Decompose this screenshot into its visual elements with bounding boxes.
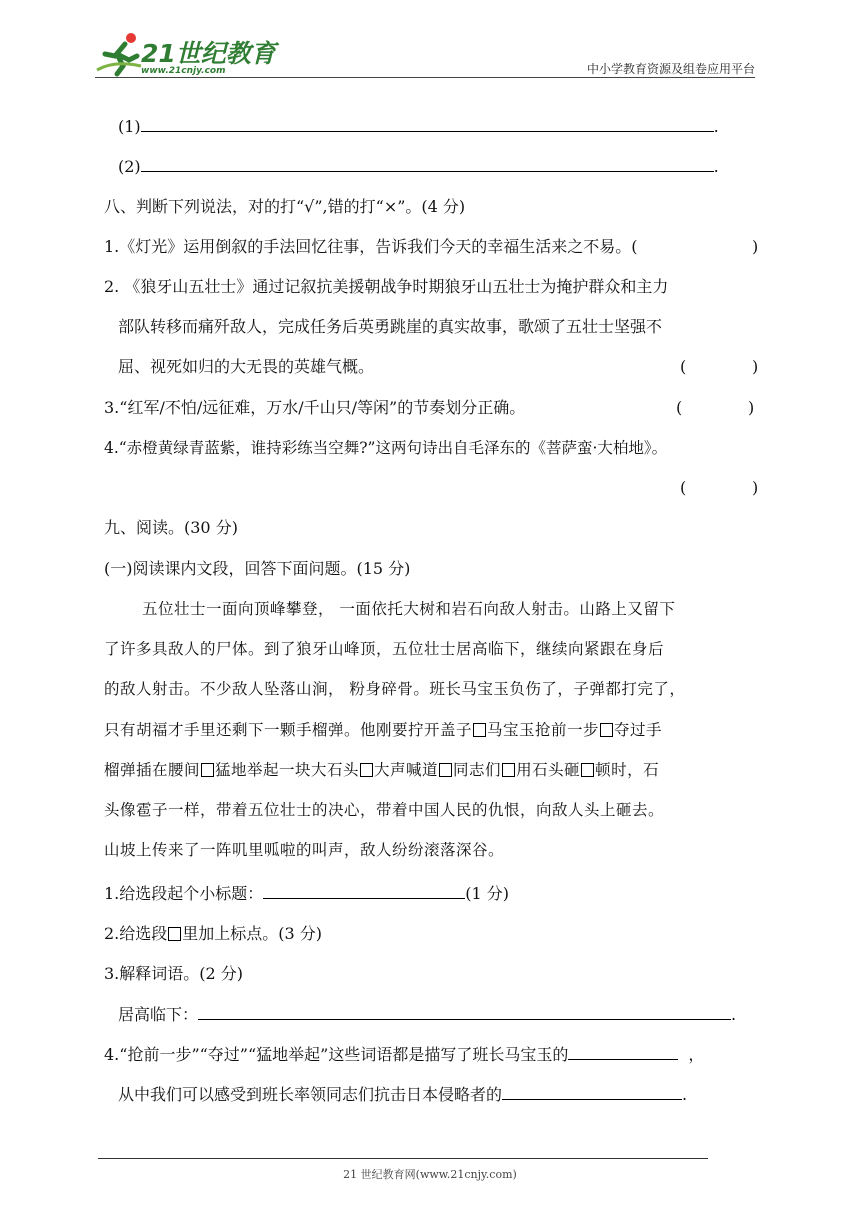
answer-blank-2[interactable] xyxy=(141,157,714,172)
question-1 xyxy=(104,884,509,904)
runner-logo-icon xyxy=(95,30,145,78)
passage-line-5-f: 顿时，石 xyxy=(595,761,660,779)
passage-line-4-b: 马宝玉抢前一步 xyxy=(487,721,600,739)
question-1-prefix: 1.给选段起个小标题： xyxy=(104,884,264,903)
passage-line-5-c: 大声喊道 xyxy=(374,761,439,779)
question-1-blank[interactable] xyxy=(263,884,465,899)
answer-label-2: (2) xyxy=(118,157,141,176)
question-3-term-line xyxy=(118,1005,736,1025)
passage-line-2: 了许多具敌人的尸体。到了狼牙山峰顶，五位壮士居高临下，继续向紧跟在身后 xyxy=(104,640,665,658)
punctuation-box[interactable] xyxy=(360,763,373,777)
judge-item-3-close: ) xyxy=(748,398,755,417)
punctuation-box[interactable] xyxy=(502,763,515,777)
punctuation-box[interactable] xyxy=(201,763,214,777)
punctuation-box[interactable] xyxy=(473,723,486,737)
punctuation-box[interactable] xyxy=(581,763,594,777)
question-4-end-1: ， xyxy=(688,1045,705,1064)
judge-item-1-close: ) xyxy=(752,237,759,256)
answer-line-1 xyxy=(118,117,719,137)
part-1-title: (一)阅读课内文段，回答下面问题。(15 分) xyxy=(104,559,411,578)
question-4-blank-2[interactable] xyxy=(502,1085,682,1100)
question-3: 3.解释词语。(2 分) xyxy=(104,964,244,983)
passage-line-5-a: 榴弹插在腰间 xyxy=(104,761,201,779)
passage-line-5-d: 同志们 xyxy=(453,761,502,779)
footer-source: 21 世纪教育网(www.21cnjy.com) xyxy=(343,1168,517,1181)
judge-item-2-open: ( xyxy=(680,357,687,376)
question-3-term: 居高临下： xyxy=(118,1005,199,1024)
passage-line-6: 头像雹子一样，带着五位壮士的决心，带着中国人民的仇恨，向敌人头上砸去。 xyxy=(104,801,665,819)
section-9-title: 九、阅读。(30 分) xyxy=(104,518,238,537)
answer-blank-1[interactable] xyxy=(141,117,714,132)
judge-item-1: 1.《灯光》运用倒叙的手法回忆往事，告诉我们今天的幸福生活来之不易。( xyxy=(104,237,638,256)
punctuation-box[interactable] xyxy=(600,723,613,737)
answer-end-1: . xyxy=(713,117,719,136)
question-2-suffix: 里加上标点。(3 分) xyxy=(182,924,323,943)
logo-text: 21世纪教育 xyxy=(141,39,276,68)
judge-item-4: 4.“赤橙黄绿青蓝紫，谁持彩练当空舞?”这两句诗出自毛泽东的《菩萨蛮·大柏地》。 xyxy=(104,439,668,457)
question-3-end: . xyxy=(731,1005,737,1024)
logo-url: www.21cnjy.com xyxy=(141,66,226,76)
passage-line-4-a: 只有胡福才手里还剩下一颗手榴弹。他刚要拧开盖子 xyxy=(104,721,473,739)
passage-line-5-e: 用石头砸 xyxy=(516,761,581,779)
answer-line-2 xyxy=(118,157,719,177)
question-4-text-1: 4.“抢前一步”“夺过”“猛地举起”这些词语都是描写了班长马宝玉的 xyxy=(104,1045,569,1064)
passage-line-3: 的敌人射击。不少敌人坠落山涧， 粉身碎骨。班长马宝玉负伤了，子弹都打完了， xyxy=(104,680,686,698)
question-4-line-1 xyxy=(104,1045,704,1065)
question-2-prefix: 2.给选段 xyxy=(104,924,168,943)
question-4-text-2: 从中我们可以感受到班长率领同志们抗击日本侵略者的 xyxy=(118,1085,503,1104)
judge-item-4-close: ) xyxy=(752,478,759,497)
answer-label-1: (1) xyxy=(118,117,141,136)
passage-line-4 xyxy=(104,720,662,740)
judge-item-2-line-2: 部队转移而痛歼敌人，完成任务后英勇跳崖的真实故事，歌颂了五壮士坚强不 xyxy=(118,317,663,336)
judge-item-3-open: ( xyxy=(676,398,683,417)
passage-line-5 xyxy=(104,760,659,780)
footer-divider xyxy=(98,1158,708,1159)
passage-line-4-c: 夺过手 xyxy=(614,721,663,739)
header-divider xyxy=(95,77,755,78)
question-4-line-2 xyxy=(118,1085,687,1105)
question-4-blank-1[interactable] xyxy=(568,1045,678,1060)
passage-line-7: 山坡上传来了一阵叽里呱啦的叫声，敌人纷纷滚落深谷。 xyxy=(104,841,505,859)
punctuation-box[interactable] xyxy=(439,763,452,777)
question-3-blank[interactable] xyxy=(198,1005,731,1020)
header-platform-name: 中小学教育资源及组卷应用平台 xyxy=(586,62,755,76)
judge-item-2-close: ) xyxy=(752,357,759,376)
judge-item-3: 3.“红军/不怕/远征难，万水/千山只/等闲”的节奏划分正确。 xyxy=(104,398,526,417)
question-4-end-2: . xyxy=(682,1085,688,1104)
passage-line-1: 五位壮士一面向顶峰攀登， 一面依托大树和岩石向敌人射击。山路上又留下 xyxy=(142,600,676,618)
judge-item-2-line-3: 屈、视死如归的大无畏的英雄气概。 xyxy=(118,357,375,376)
punctuation-box-sample xyxy=(168,927,181,941)
question-2 xyxy=(104,924,322,944)
judge-item-4-open: ( xyxy=(680,478,687,497)
question-1-suffix: (1 分) xyxy=(465,884,510,903)
answer-end-2: . xyxy=(713,157,719,176)
judge-item-2-line-1: 2. 《狼牙山五壮士》通过记叙抗美援朝战争时期狼牙山五壮士为掩护群众和主力 xyxy=(104,277,669,296)
passage-line-5-b: 猛地举起一块大石头 xyxy=(215,761,360,779)
section-8-title: 八、判断下列说法，对的打“√”,错的打“×”。(4 分) xyxy=(104,197,466,216)
